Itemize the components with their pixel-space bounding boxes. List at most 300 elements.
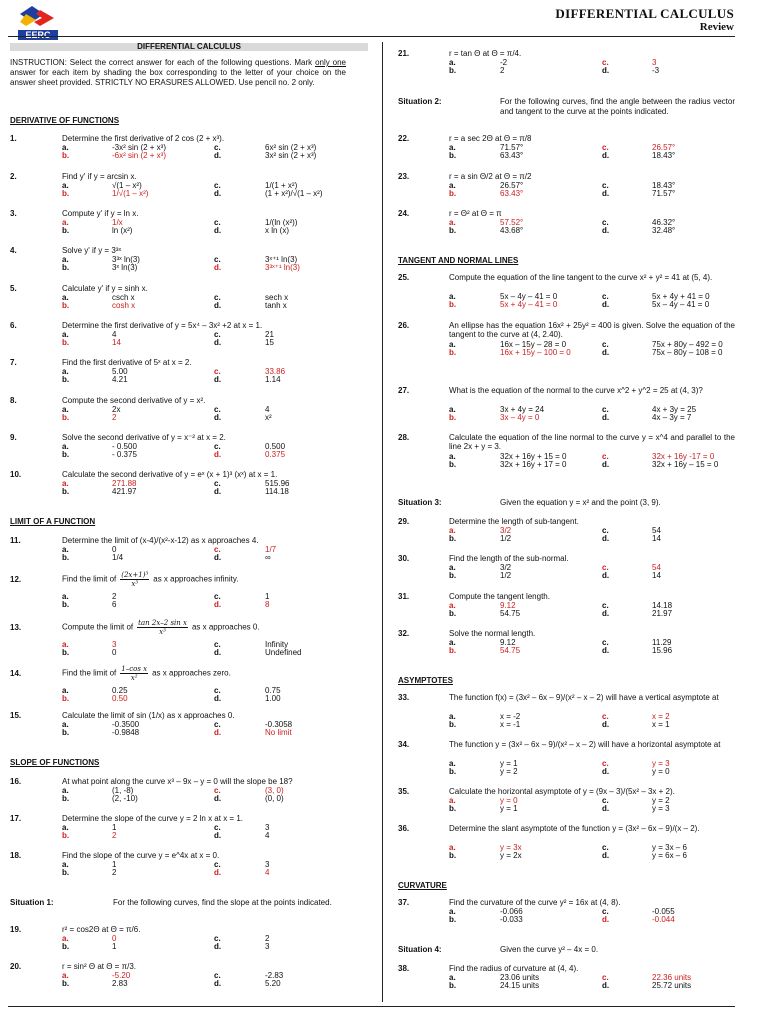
choice-letter-c: c. — [214, 786, 221, 795]
footer-rule — [8, 1006, 735, 1007]
question-stem: Compute the tangent length. — [449, 592, 550, 601]
answer-choice: 3³ˣ ln(3) — [112, 255, 140, 264]
fraction-denominator: x³ — [159, 628, 166, 636]
answer-choice: 54.75 — [500, 609, 521, 618]
choice-letter-a: a. — [62, 218, 69, 227]
answer-choice: (1, -8) — [112, 786, 134, 795]
situation-1-text: For the following curves, find the slope at the points indicated. — [113, 898, 332, 907]
answer-choice: -0.3058 — [265, 720, 293, 729]
correct-answer: 3³ˣ⁺¹ ln(3) — [265, 263, 300, 272]
answer-choice: 54 — [652, 526, 661, 535]
section-curvature: CURVATURE — [398, 881, 447, 890]
answer-choice: y = 3 — [652, 804, 670, 813]
question-stem: Solve the normal length. — [449, 629, 536, 638]
correct-answer: -5.20 — [112, 971, 131, 980]
answer-choice: 26.57° — [500, 181, 524, 190]
choice-letter-b: b. — [449, 981, 457, 990]
answer-choice: 3x + 4y = 24 — [500, 405, 545, 414]
choice-letter-d: d. — [214, 450, 222, 459]
choice-letter-c: c. — [602, 759, 609, 768]
section-slope: SLOPE OF FUNCTIONS — [10, 758, 100, 767]
choice-letter-c: c. — [602, 843, 609, 852]
answer-choice: y = 2 — [652, 796, 670, 805]
correct-answer: 26.57° — [652, 143, 676, 152]
choice-letter-c: c. — [602, 973, 609, 982]
choice-letter-b: b. — [62, 979, 70, 988]
answer-choice: y = 2 — [500, 767, 518, 776]
correct-answer: y = 0 — [500, 796, 518, 805]
choice-letter-c: c. — [602, 712, 609, 721]
choice-letter-b: b. — [62, 794, 70, 803]
choice-letter-a: a. — [449, 601, 456, 610]
choice-letter-d: d. — [602, 851, 610, 860]
choice-letter-a: a. — [449, 292, 456, 301]
choice-letter-a: a. — [449, 796, 456, 805]
situation-1-label: Situation 1: — [10, 898, 54, 907]
choice-letter-a: a. — [62, 367, 69, 376]
question-number: 15. — [10, 711, 22, 720]
choice-letter-d: d. — [602, 720, 610, 729]
question-stem: Calculate the second derivative of y = eˣ (x + 1)³ (xˣ) at x = 1. — [62, 470, 278, 479]
choice-letter-d: d. — [214, 338, 222, 347]
question-number: 12. — [10, 575, 22, 584]
choice-letter-d: d. — [214, 487, 222, 496]
question-stem: What is the equation of the normal to the curve x^2 + y^2 = 25 at (4, 3)? — [449, 386, 703, 395]
answer-choice: 3 — [265, 860, 270, 869]
stem-prefix: Find the limit of — [62, 668, 117, 678]
answer-choice: 18.43° — [652, 181, 676, 190]
answer-choice: 2 — [265, 934, 270, 943]
correct-answer: 32x + 16y -17 = 0 — [652, 452, 715, 461]
choice-letter-c: c. — [214, 860, 221, 869]
answer-choice: ln (x²) — [112, 226, 133, 235]
question-number: 8. — [10, 396, 17, 405]
choice-letter-b: b. — [62, 413, 70, 422]
question-number: 13. — [10, 623, 22, 632]
answer-choice: 1.00 — [265, 694, 281, 703]
question-number: 14. — [10, 669, 22, 678]
question-number: 2. — [10, 172, 17, 181]
answer-choice: Undefined — [265, 648, 302, 657]
choice-letter-c: c. — [214, 592, 221, 601]
correct-answer: cosh x — [112, 301, 136, 310]
answer-choice: 18.43° — [652, 151, 676, 160]
correct-answer: 4 — [265, 868, 270, 877]
answer-choice: y = 1 — [500, 759, 518, 768]
answer-choice: 2 — [112, 592, 117, 601]
choice-letter-d: d. — [214, 942, 222, 951]
instructions: INSTRUCTION: Select the correct answer for each of the following questions. Mark only one answer for each item by shading the box corresponding to the letter of your choice on the answer sheet provided. STRICTLY NO ERASURES ALLOWED. Use pencil no. 2 only. — [10, 58, 346, 87]
question-number: 16. — [10, 777, 22, 786]
choice-letter-d: d. — [602, 348, 610, 357]
question-number: 1. — [10, 134, 17, 143]
choice-letter-b: b. — [449, 915, 457, 924]
answer-choice: 2.83 — [112, 979, 128, 988]
answer-choice: 1 — [112, 942, 117, 951]
question-number: 36. — [398, 824, 410, 833]
choice-letter-a: a. — [62, 640, 69, 649]
answer-choice: 3 — [265, 823, 270, 832]
fraction-denominator: x³ — [131, 580, 139, 588]
choice-letter-a: a. — [449, 143, 456, 152]
answer-choice: 11.29 — [652, 638, 672, 647]
column-divider — [382, 42, 383, 1002]
question-number: 3. — [10, 209, 17, 218]
choice-letter-d: d. — [214, 831, 222, 840]
question-number: 17. — [10, 814, 22, 823]
choice-letter-b: b. — [449, 66, 457, 75]
choice-letter-d: d. — [602, 534, 610, 543]
question-number: 35. — [398, 787, 410, 796]
choice-letter-b: b. — [62, 338, 70, 347]
question-number: 20. — [10, 962, 22, 971]
choice-letter-d: d. — [214, 868, 222, 877]
question-stem: Determine the length of sub-tangent. — [449, 517, 579, 526]
question-number: 30. — [398, 554, 410, 563]
question-stem: Find the length of the sub-normal. — [449, 554, 569, 563]
choice-letter-a: a. — [62, 143, 69, 152]
choice-letter-d: d. — [214, 794, 222, 803]
choice-letter-b: b. — [449, 609, 457, 618]
answer-choice: x² — [265, 413, 272, 422]
choice-letter-d: d. — [602, 646, 610, 655]
answer-choice: 1/4 — [112, 553, 124, 562]
answer-choice: 0 — [112, 648, 117, 657]
answer-choice: 9.12 — [500, 638, 516, 647]
answer-choice: -2 — [500, 58, 508, 67]
document-subtitle: Review — [699, 21, 734, 33]
section-derivative: DERIVATIVE OF FUNCTIONS — [10, 116, 120, 125]
choice-letter-b: b. — [449, 348, 457, 357]
choice-letter-c: c. — [214, 686, 221, 695]
choice-letter-c: c. — [214, 143, 221, 152]
answer-choice: 1/2 — [500, 534, 512, 543]
answer-choice: -0.066 — [500, 907, 523, 916]
svg-text:EERC: EERC — [25, 30, 51, 40]
choice-letter-c: c. — [602, 796, 609, 805]
question-number: 32. — [398, 629, 410, 638]
correct-answer: 2 — [112, 831, 117, 840]
correct-answer: -6x² sin (2 + x³) — [112, 151, 167, 160]
choice-letter-d: d. — [214, 979, 222, 988]
choice-letter-b: b. — [62, 263, 70, 272]
choice-letter-c: c. — [602, 907, 609, 916]
choice-letter-a: a. — [62, 255, 69, 264]
answer-choice: 15 — [265, 338, 274, 347]
choice-letter-b: b. — [62, 648, 70, 657]
choice-letter-d: d. — [214, 151, 222, 160]
question-stem: Solve the second derivative of y = x⁻² at x = 2. — [62, 433, 226, 442]
answer-choice: 21 — [265, 330, 274, 339]
answer-choice: ∞ — [265, 553, 271, 562]
question-stem: r = Θ² at Θ = π — [449, 209, 502, 218]
question-number: 11. — [10, 536, 21, 545]
correct-answer: 0.50 — [112, 694, 128, 703]
answer-choice: (2, -10) — [112, 794, 138, 803]
question-stem: Calculate the equation of the line normal to the curve y = x^4 and parallel to the line 2x + y = 3. — [449, 433, 735, 451]
choice-letter-b: b. — [62, 942, 70, 951]
answer-choice: y = 1 — [500, 804, 518, 813]
choice-letter-a: a. — [62, 181, 69, 190]
choice-letter-b: b. — [449, 534, 457, 543]
choice-letter-c: c. — [214, 442, 221, 451]
answer-choice: x = -1 — [500, 720, 521, 729]
question-stem — [62, 619, 352, 636]
answer-choice: 63.43° — [500, 151, 524, 160]
answer-choice: 3x² sin (2 + x³) — [265, 151, 317, 160]
answer-choice: 24.15 units — [500, 981, 540, 990]
answer-choice: -0.033 — [500, 915, 523, 924]
answer-choice: 0.75 — [265, 686, 281, 695]
question-number: 9. — [10, 433, 17, 442]
choice-letter-b: b. — [62, 375, 70, 384]
situation-2-label: Situation 2: — [398, 97, 442, 106]
choice-letter-c: c. — [214, 640, 221, 649]
answer-choice: 14 — [652, 534, 661, 543]
question-stem: Find the radius of curvature at (4, 4). — [449, 964, 579, 973]
answer-choice: 21.97 — [652, 609, 673, 618]
fraction-denominator: x² — [130, 674, 138, 682]
correct-answer: 1/x — [112, 218, 123, 227]
question-stem: Compute y' if y = ln x. — [62, 209, 139, 218]
answer-choice: 3ˣ⁺¹ ln(3) — [265, 255, 298, 264]
choice-letter-a: a. — [62, 686, 69, 695]
question-number: 31. — [398, 592, 410, 601]
correct-answer: 54 — [652, 563, 661, 572]
answer-choice: 4 — [112, 330, 117, 339]
question-stem: r = a sec 2Θ at Θ = π/8 — [449, 134, 532, 143]
choice-letter-a: a. — [449, 638, 456, 647]
answer-choice: 1/(ln (x²)) — [265, 218, 298, 227]
choice-letter-c: c. — [214, 971, 221, 980]
choice-letter-b: b. — [62, 151, 70, 160]
correct-answer: 1/√(1 – x²) — [112, 189, 149, 198]
correct-answer: 54.75 — [500, 646, 521, 655]
correct-answer: 63.43° — [500, 189, 524, 198]
answer-choice: 23.06 units — [500, 973, 540, 982]
situation-3-label: Situation 3: — [398, 498, 442, 507]
answer-choice: x = -2 — [500, 712, 521, 721]
question-number: 37. — [398, 898, 410, 907]
question-stem: Find y' if y = arcsin x. — [62, 172, 137, 181]
choice-letter-c: c. — [214, 181, 221, 190]
stem-prefix: Compute the limit of — [62, 622, 134, 632]
choice-letter-b: b. — [62, 301, 70, 310]
answer-choice: -0.9848 — [112, 728, 140, 737]
correct-answer: No limit — [265, 728, 292, 737]
question-stem — [62, 571, 352, 588]
question-stem: Compute the equation of the line tangent to the curve x² + y² = 41 at (5, 4). — [449, 273, 713, 282]
subject-banner: DIFFERENTIAL CALCULUS — [10, 43, 368, 51]
choice-letter-c: c. — [602, 58, 609, 67]
answer-choice: 3ˣ ln(3) — [112, 263, 138, 272]
question-stem: Find the slope of the curve y = e^4x at x = 0. — [62, 851, 220, 860]
choice-letter-a: a. — [62, 786, 69, 795]
answer-choice: sech x — [265, 293, 289, 302]
choice-letter-d: d. — [602, 460, 610, 469]
section-tangent-normal: TANGENT AND NORMAL LINES — [398, 256, 519, 265]
choice-letter-d: d. — [214, 553, 222, 562]
header-rule — [8, 36, 735, 37]
answer-choice: 32.48° — [652, 226, 676, 235]
question-stem: r = sin² Θ at Θ = π/3. — [62, 962, 136, 971]
correct-answer: 14 — [112, 338, 121, 347]
choice-letter-d: d. — [602, 571, 610, 580]
choice-letter-c: c. — [214, 255, 221, 264]
answer-choice: 43.68° — [500, 226, 524, 235]
choice-letter-d: d. — [214, 648, 222, 657]
choice-letter-d: d. — [214, 600, 222, 609]
correct-answer: 2 — [112, 413, 117, 422]
choice-letter-b: b. — [62, 600, 70, 609]
question-stem: Determine the slope of the curve y = 2 ln x at x = 1. — [62, 814, 243, 823]
answer-choice: 75x – 80y – 108 = 0 — [652, 348, 723, 357]
situation-2-text: For the following curves, find the angle between the radius vector and tangent to the curve at the points indicated. — [500, 97, 735, 116]
choice-letter-a: a. — [449, 843, 456, 852]
question-stem: The function f(x) = (3x² – 6x – 9)/(x² – x – 2) will have a vertical asymptote at — [449, 693, 719, 702]
choice-letter-c: c. — [602, 218, 609, 227]
question-number: 18. — [10, 851, 22, 860]
question-stem: Compute the second derivative of y = x². — [62, 396, 206, 405]
question-number: 29. — [398, 517, 410, 526]
correct-answer: 57.52° — [500, 218, 524, 227]
question-number: 33. — [398, 693, 410, 702]
choice-letter-d: d. — [602, 226, 610, 235]
correct-answer: x = 2 — [652, 712, 670, 721]
question-stem: Calculate the horizontal asymptote of y = (9x – 3)/(5x² – 3x + 2). — [449, 787, 675, 796]
choice-letter-d: d. — [602, 300, 610, 309]
answer-choice: 0 — [112, 545, 117, 554]
answer-choice: - 0.375 — [112, 450, 137, 459]
choice-letter-d: d. — [214, 263, 222, 272]
choice-letter-d: d. — [214, 301, 222, 310]
question-number: 6. — [10, 321, 17, 330]
correct-answer: 33.86 — [265, 367, 286, 376]
choice-letter-c: c. — [602, 638, 609, 647]
answer-choice: 4.21 — [112, 375, 128, 384]
choice-letter-b: b. — [449, 767, 457, 776]
choice-letter-d: d. — [602, 981, 610, 990]
choice-letter-c: c. — [602, 181, 609, 190]
stem-suffix: as x approaches infinity. — [153, 574, 239, 584]
question-number: 23. — [398, 172, 410, 181]
answer-choice: √(1 – x²) — [112, 181, 142, 190]
choice-letter-d: d. — [602, 915, 610, 924]
choice-letter-c: c. — [214, 218, 221, 227]
section-limit: LIMIT OF A FUNCTION — [10, 517, 96, 526]
question-number: 4. — [10, 246, 17, 255]
question-stem: Determine the first derivative of y = 5x⁴ – 3x² +2 at x = 1. — [62, 321, 263, 330]
question-stem — [62, 665, 352, 682]
question-stem: Find the curvature of the curve y² = 16x at (4, 8). — [449, 898, 621, 907]
question-stem: Determine the limit of (x-4)/(x²-x-12) as x approaches 4. — [62, 536, 259, 545]
choice-letter-b: b. — [449, 413, 457, 422]
choice-letter-b: b. — [62, 487, 70, 496]
choice-letter-d: d. — [602, 804, 610, 813]
limit-fraction — [137, 619, 188, 636]
choice-letter-a: a. — [62, 479, 69, 488]
question-number: 28. — [398, 433, 410, 442]
answer-choice: 3/2 — [500, 563, 512, 572]
answer-choice: 1.14 — [265, 375, 281, 384]
choice-letter-c: c. — [214, 823, 221, 832]
answer-choice: 14.18 — [652, 601, 673, 610]
choice-letter-d: d. — [214, 728, 222, 737]
choice-letter-a: a. — [449, 181, 456, 190]
choice-letter-a: a. — [62, 823, 69, 832]
answer-choice: 71.57° — [500, 143, 524, 152]
section-asymptotes: ASYMPTOTES — [398, 676, 453, 685]
question-number: 7. — [10, 358, 17, 367]
correct-answer: -0.044 — [652, 915, 675, 924]
answer-choice: 4 — [265, 831, 270, 840]
answer-choice: 14 — [652, 571, 661, 580]
choice-letter-d: d. — [214, 694, 222, 703]
choice-letter-c: c. — [602, 143, 609, 152]
choice-letter-a: a. — [62, 545, 69, 554]
correct-answer: 22.36 units — [652, 973, 692, 982]
choice-letter-b: b. — [449, 646, 457, 655]
answer-choice: 75x + 80y – 492 = 0 — [652, 340, 723, 349]
answer-choice: 32x + 16y + 15 = 0 — [500, 452, 567, 461]
choice-letter-a: a. — [62, 860, 69, 869]
choice-letter-d: d. — [214, 413, 222, 422]
choice-letter-c: c. — [214, 293, 221, 302]
answer-choice: 25.72 units — [652, 981, 692, 990]
question-number: 26. — [398, 321, 410, 330]
answer-choice: -0.055 — [652, 907, 675, 916]
choice-letter-c: c. — [602, 340, 609, 349]
choice-letter-d: d. — [602, 413, 610, 422]
answer-choice: 5x – 4y – 41 = 0 — [652, 300, 710, 309]
answer-choice: y = 2x — [500, 851, 522, 860]
correct-answer: 0 — [112, 934, 117, 943]
choice-letter-c: c. — [214, 479, 221, 488]
choice-letter-a: a. — [449, 712, 456, 721]
choice-letter-c: c. — [214, 934, 221, 943]
correct-answer: y = 3 — [652, 759, 670, 768]
choice-letter-c: c. — [602, 405, 609, 414]
limit-fraction — [120, 571, 149, 588]
correct-answer: 9.12 — [500, 601, 516, 610]
question-stem: Calculate the limit of sin (1/x) as x approaches 0. — [62, 711, 235, 720]
answer-choice: 0.25 — [112, 686, 128, 695]
correct-answer: 16x + 15y – 100 = 0 — [500, 348, 571, 357]
question-stem: Determine the first derivative of 2 cos (2 + x³). — [62, 134, 225, 143]
choice-letter-d: d. — [602, 66, 610, 75]
choice-letter-a: a. — [62, 293, 69, 302]
answer-choice: x = 1 — [652, 720, 670, 729]
answer-choice: - 0.500 — [112, 442, 137, 451]
document-title: DIFFERENTIAL CALCULUS — [555, 6, 734, 21]
answer-choice: 1 — [112, 823, 117, 832]
question-stem: The function y = (3x² – 6x – 9)/(x² – x – 2) will have a horizontal asymptote at — [449, 740, 721, 749]
choice-letter-b: b. — [62, 189, 70, 198]
question-number: 24. — [398, 209, 410, 218]
correct-answer: 5x + 4y – 41 = 0 — [500, 300, 558, 309]
choice-letter-b: b. — [449, 851, 457, 860]
choice-letter-a: a. — [449, 563, 456, 572]
answer-choice: 2 — [500, 66, 505, 75]
choice-letter-c: c. — [602, 452, 609, 461]
answer-choice: 4 — [265, 405, 270, 414]
question-number: 10. — [10, 470, 22, 479]
question-stem: Find the first derivative of 5ˣ at x = 2. — [62, 358, 192, 367]
situation-4-label: Situation 4: — [398, 945, 442, 954]
stem-prefix: Find the limit of — [62, 574, 117, 584]
choice-letter-a: a. — [449, 340, 456, 349]
answer-choice: 5.00 — [112, 367, 128, 376]
